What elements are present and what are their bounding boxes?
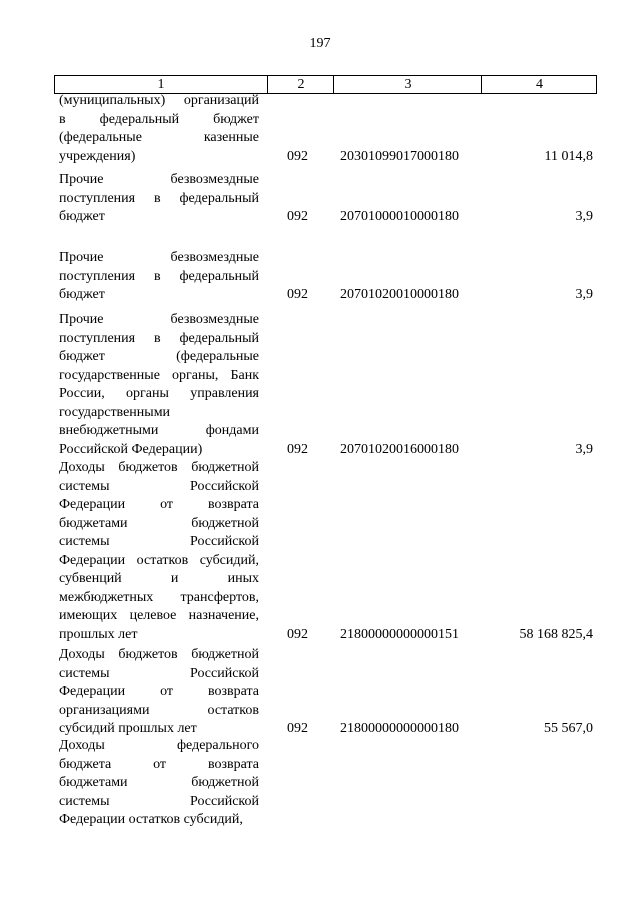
description-line: Федерации остатков субсидий, xyxy=(59,812,243,827)
description-line: Доходы бюджетов бюджетной xyxy=(59,647,259,662)
description-line: государственными xyxy=(59,404,171,420)
description-line: в федеральный бюджет xyxy=(59,111,259,127)
description-line: Федерации от возврата xyxy=(59,497,259,512)
row-description xyxy=(59,92,259,166)
description-line: (муниципальных) организаций xyxy=(59,93,259,108)
description-line: Российской Федерации) xyxy=(59,441,203,457)
description-line: системы Российской xyxy=(59,534,259,549)
row-amount: 3,9 xyxy=(575,209,593,224)
row-amount: 11 014,8 xyxy=(544,148,593,164)
row-kbk-code: 20701020016000180 xyxy=(340,441,459,457)
row-kbk-code: 21800000000000180 xyxy=(340,721,459,736)
description-line: поступления в федеральный xyxy=(59,190,259,206)
description-line: бюджет xyxy=(59,209,105,224)
row-kbk-code: 21800000000000151 xyxy=(340,626,459,642)
row-admin-code: 092 xyxy=(287,209,308,224)
row-admin-code: 092 xyxy=(287,441,308,457)
header-col-2: 2 xyxy=(267,76,334,93)
row-description xyxy=(59,171,259,227)
description-line: системы Российской xyxy=(59,793,259,809)
description-line: субсидий прошлых лет xyxy=(59,721,197,736)
row-admin-code: 092 xyxy=(287,721,308,736)
description-line: Доходы бюджетов бюджетной xyxy=(59,460,259,475)
row-description xyxy=(59,249,259,305)
description-line: организациями остатков xyxy=(59,702,259,718)
row-amount: 55 567,0 xyxy=(544,721,593,736)
row-amount: 3,9 xyxy=(575,441,593,457)
description-line: бюджет xyxy=(59,287,105,302)
row-description xyxy=(59,311,259,459)
row-description xyxy=(59,737,259,830)
row-kbk-code: 20701020010000180 xyxy=(340,287,459,302)
header-col-1: 1 xyxy=(157,77,165,92)
row-kbk-code: 20701000010000180 xyxy=(340,209,459,224)
description-line: системы Российской xyxy=(59,665,259,681)
description-line: внебюджетными фондами xyxy=(59,423,259,438)
description-line: (федеральные казенные xyxy=(59,130,259,145)
description-line: системы Российской xyxy=(59,478,259,494)
description-line: России, органы управления xyxy=(59,386,259,401)
description-line: Федерации от возврата xyxy=(59,684,259,699)
row-amount: 58 168 825,4 xyxy=(519,626,593,642)
description-line: бюджетами бюджетной xyxy=(59,515,259,531)
header-col-4: 4 xyxy=(481,76,597,93)
description-line: бюджетами бюджетной xyxy=(59,775,259,790)
page-number: 197 xyxy=(309,36,331,51)
description-line: Федерации остатков субсидий, xyxy=(59,552,259,568)
description-line: учреждения) xyxy=(59,148,136,164)
description-line: Прочие безвозмездные xyxy=(59,172,259,187)
description-line: бюджет (федеральные xyxy=(59,349,259,364)
row-amount: 3,9 xyxy=(575,287,593,302)
description-line: Прочие безвозмездные xyxy=(59,250,259,265)
description-line: Прочие безвозмездные xyxy=(59,312,259,327)
description-line: Доходы федерального xyxy=(59,738,259,753)
header-col-3: 3 xyxy=(333,76,482,93)
description-line: субвенций и иных xyxy=(59,571,259,586)
description-line: поступления в федеральный xyxy=(59,268,259,284)
row-admin-code: 092 xyxy=(287,148,308,164)
description-line: государственные органы, Банк xyxy=(59,367,259,383)
row-admin-code: 092 xyxy=(287,287,308,302)
description-line: бюджета от возврата xyxy=(59,756,259,772)
description-line: поступления в федеральный xyxy=(59,330,259,346)
description-line: прошлых лет xyxy=(59,626,138,642)
row-description xyxy=(59,646,259,739)
description-line: межбюджетных трансфертов, xyxy=(59,589,259,605)
row-kbk-code: 20301099017000180 xyxy=(340,148,459,164)
row-admin-code: 092 xyxy=(287,626,308,642)
description-line: имеющих целевое назначение, xyxy=(59,608,259,623)
row-description xyxy=(59,459,259,644)
